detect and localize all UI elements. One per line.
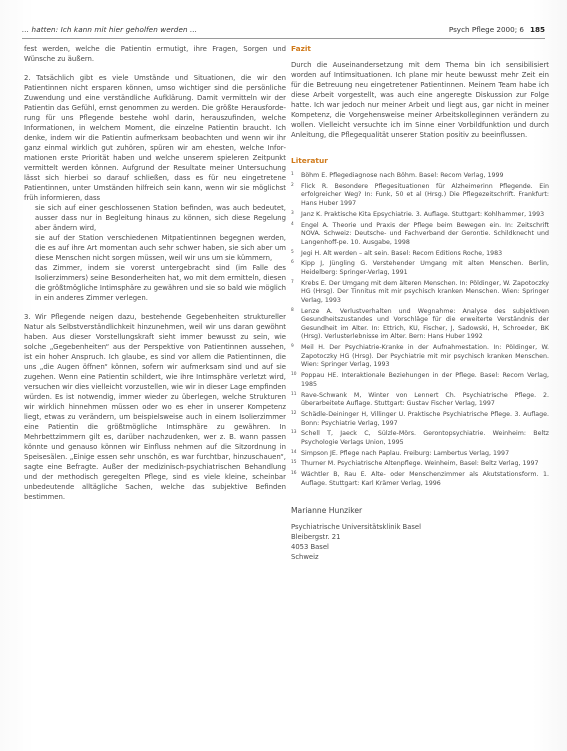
reference-text: Krebs E. Der Umgang mit dem älteren Menschen. In: Pöldinger, W. Zapotoczky HG (Hrsg). Der Tinnitus mit mir psychisch kranken Menschen. Wien: Springer Verlag, 1993 (301, 279, 549, 304)
section-heading-fazit: Fazit (291, 44, 311, 53)
reference-item (291, 183, 549, 209)
reference-number: 7 (291, 279, 294, 285)
address-line: Bleibergstr. 21 (291, 532, 341, 541)
journal-info (449, 25, 545, 34)
reference-number: 15 (291, 460, 297, 466)
reference-item (291, 430, 549, 447)
author-address (291, 506, 549, 562)
reference-text: Thurner M. Psychiatrische Altenpflege. Weinheim, Basel: Beltz Verlag, 1997 (301, 460, 539, 468)
reference-text: Lenze A. Verlustverhalten und Wegnahme: Analyse des subjektiven Gesundheitszustandes und Vorschläge für die erweiterte Verständnis der Gesundheit im Alter. In: Ettrich, KU, Fischer, J, Sadowski, H, Schroeder, BK (Hrsg). Verlusterlebnisse im Alter. Bern: Hans Huber 1992 (301, 307, 549, 341)
reference-text: Schädle-Deininger H, Villinger U. Praktische Psychiatrische Pflege. 3. Auflage. Bonn: Psychiatrie Verlag, 1997 (301, 410, 549, 427)
reference-item (291, 172, 549, 181)
reference-item (291, 260, 549, 277)
bullet-item: sie auf der Station verschiedenen Mitpatientinnen begegnen werden, die es auf ihre Art momentan auch sehr schwer haben, sie sich aber um diese Menschen nicht sorgen müssen, weil wir uns um sie kümmern, (35, 234, 286, 262)
address-line: 4053 Basel (291, 543, 329, 552)
reference-text: Engel A. Theorie und Praxis der Pflege beim Bewegen ein. In: Zeitschrift NOVA. Schweiz: Deutsche- und Fachverband der Gerontie. Schildknecht und Langenhoff-pe. 10. Ausgabe, 1998 (301, 221, 549, 246)
reference-text: Böhm E. Pflegediagnose nach Böhm. Basel: Recom Verlag, 1999 (301, 172, 504, 179)
reference-number: 14 (291, 449, 297, 455)
paragraph: 3. Wir Pflegende neigen dazu, bestehende Gegebenheiten struktureller Natur als Selbstverständlichkeit hinzunehmen, weil wir uns daran gewöhnt haben. Aus dieser Vorstellungskraft sieht immer bewusst zu sein, wie solche „Gegebenheiten“ aus der Perspektive von Patientinnen aussehen, ist ein hoher Anspruch. Ich glaube, es sind vor allem die Patientinnen, die uns „die Augen öffnen“ können, sofern wir aufmerksam sind und auf sie zugehen. Wenn eine Patientin schildert, wie ihre Intimsphäre verletzt wird, versuchen wir dies vielleicht vorzustellen, wie wir in dieser Lage empfinden würden. Es ist notwendig, immer wieder zu überlegen, welche Strukturen wir wirklich hinnehmen müssen oder wo es eher in unserer Kompetenz liegt, etwas zu verändern, um beispielsweise auch in einem Isolierzimmer eine Patientin die größtmögliche Intimsphäre zu gewähren. In Mehrbettzimmern gilt es, darüber nachzudenken, wer z. B. wann passen könnte und genauso können wir Einfluss nehmen auf die Sitzordnung in Speisesälen. „Einige essen sehr unschön, es war furchtbar, hinzuschauen“, sagte eine Befragte. Außer der medizinisch-psychiatrischen Behandlung und der methodisch geregelten Pflege, sind es viele kleine, scheinbar unbedeutende alltägliche Sachen, welche das subjektive Befinden bestimmen. (24, 313, 286, 501)
running-title: ... hatten: Ich kann mit hier geholfen werden ... (22, 25, 198, 34)
paragraph: 2. Tatsächlich gibt es viele Umstände und Situationen, die wir den Patientinnen nicht ersparen können, umso wichtiger sind die persönliche Zuwendung und eine verständliche Aufklärung. Damit vermitteln wir der Patientin das Gefühl, ernst genommen zu werden. Die größte Herausforderung für uns Pflegende bestehe wohl darin, herauszufinden, welche Informationen, in welchem Moment, die einzelne Patientin braucht. Ich denke, indem wir die Patientin aufmerksam beobachten und wenn wir ihr ganz einmal wirklich gut zuhören, spüren wir am ehesten, welche Informationen erste Priorität haben und welche unserem spieleren Zeitpunkt vermittelt werden können. Aufgrund der Resultate meiner Untersuchung lässt sich hierbei so darauf schließen, dass es für neu eingetretene Patientinnen, unter Umständen hilfreich sein kann, wenn wir sie möglichst früh informieren, dass (24, 74, 286, 202)
reference-number: 4 (291, 221, 294, 227)
reference-number: 12 (291, 410, 297, 416)
reference-item (291, 450, 549, 459)
reference-item (291, 250, 549, 259)
reference-item (291, 392, 549, 409)
reference-number: 13 (291, 430, 297, 436)
reference-item (291, 280, 549, 306)
address-line: Psychiatrische Universitätsklinik Basel (291, 522, 421, 531)
bullet-item: das Zimmer, indem sie vorerst untergebracht sind (im Falle des Isolierzimmers) seine Besonderheiten hat, wo mit dem ermitteln, diesen die größtmögliche Intimsphäre zu gewähren und sie so bald wie möglich in ein anderes Zimmer verlegen. (35, 264, 286, 302)
reference-list (291, 172, 549, 488)
reference-text: Rave-Schwank M, Winter von Lennert Ch. Psychiatrische Pflege. 2. überarbeitete Auflage. Stuttgart: Gustav Fischer Verlag, 1997 (301, 391, 549, 408)
reference-item (291, 460, 549, 469)
page-number: 185 (529, 25, 545, 34)
reference-item (291, 471, 549, 488)
running-header (22, 22, 545, 39)
section-heading-literatur: Literatur (291, 156, 328, 165)
reference-item (291, 308, 549, 342)
right-column (291, 44, 549, 562)
reference-number: 1 (291, 172, 294, 177)
reference-text: Kipp J, Jüngling G. Verstehender Umgang mit alten Menschen. Berlin, Heidelberg: Springer-Verlag, 1991 (301, 260, 549, 276)
reference-number: 6 (291, 260, 294, 266)
address-line: Schweiz (291, 553, 319, 562)
reference-text: Wächtler B, Rau E. Alte- oder Menschenzimmer als Akutstationsform. 1. Auflage. Stuttgart: Karl Krämer Verlag, 1996 (301, 471, 549, 487)
reference-number: 10 (291, 372, 297, 378)
paragraph: fest werden, welche die Patientin ermutigt, ihre Fragen, Sorgen und Wünsche zu äußern. (24, 45, 286, 63)
reference-number: 9 (291, 344, 294, 350)
reference-text: Poppau HE. Interaktionale Beziehungen in der Pflege. Basel: Recom Verlag, 1985 (301, 372, 549, 388)
reference-number: 3 (291, 210, 294, 216)
reference-item (291, 372, 549, 389)
author-name: Marianne Hunziker (291, 506, 363, 516)
reference-item (291, 344, 549, 370)
reference-number: 2 (291, 182, 294, 188)
bullet-item: sie sich auf einer geschlossenen Station befinden, was auch bedeutet, ausser dass nur in Begleitung hinaus zu können, sich diese Regelung aber ändern wird, (35, 204, 286, 232)
reference-item (291, 411, 549, 428)
reference-text: Janz K. Praktische Kita Epsychiatrie. 3. Auflage. Stuttgart: Kohlhammer, 1993 (301, 210, 545, 218)
reference-text: Meil H. Der Psychiatrie-Kranke in der Aufnahmestation. In: Pöldinger, W. Zapotoczky HG (Hrsg). Der Psychiatrie mit mir psychisch kranken Menschen. Wien: Springer Verlag, 1993 (301, 344, 549, 369)
reference-number: 11 (291, 391, 297, 397)
left-column (24, 44, 286, 511)
reference-text: Jegi H. Alt werden – alt sein. Basel: Recom Editions Roche, 1983 (301, 249, 503, 257)
reference-item (291, 222, 549, 248)
paragraph: Durch die Auseinandersetzung mit dem Thema bin ich sensibilisiert worden auf Intimsituationen. Ich plane mir heute bewusst mehr Zeit ein für die Betreuung neu eingetretener Patientinnen. Meinem Team habe ich diese Arbeit vorgestellt, was auch eine angeregte Diskussion zur Folge hatte. Ich war jedoch nur meiner Arbeit und liegt aus, gar nicht in meiner Kompetenz, die Vorgehensweise meiner Arbeitskolleginnen verändern zu wollen. Vielleicht versuchte ich im Sinne einer Vorbildfunktion und durch Anleitung, die Pflegequalität unserer Station positiv zu beeinflussen. (291, 61, 549, 139)
reference-text: Flick R. Besondere Pflegesituationen für Alzheimerinn Pflegende. Ein erfolgreicher Weg? In: Funk, 50 et al (Hrsg.) Die Pflegezeitschrift. Frankfurt: Hans Huber 1997 (301, 182, 549, 207)
reference-item (291, 211, 549, 220)
reference-text: Schell T, Jaeck C, Sülzle-Mörs. Gerontopsychiatrie. Weinheim: Beltz Psychologie Verlags Union, 1995 (301, 430, 549, 446)
reference-number: 8 (291, 307, 294, 313)
reference-text: Simpson JE. Pflege nach Paplau. Freiburg: Lambertus Verlag, 1997 (301, 449, 510, 457)
journal-name: Psych Pflege 2000; 6 (448, 25, 524, 34)
reference-number: 16 (291, 471, 297, 477)
reference-number: 5 (291, 249, 294, 255)
